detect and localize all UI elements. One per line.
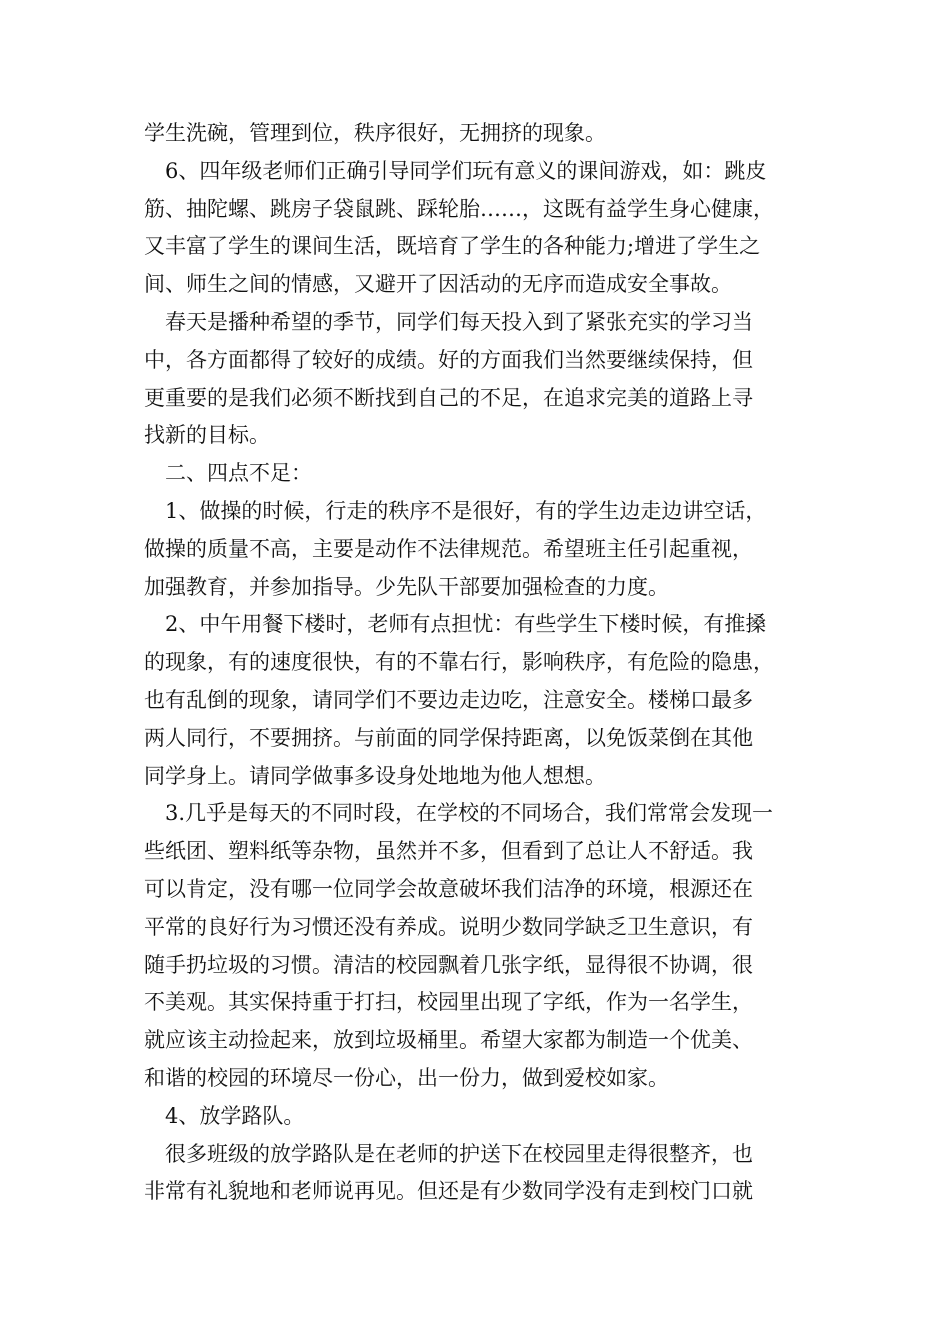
text-line: 同学身上。请同学做事多设身处地地为他人想想。 [144,763,606,788]
text-line: 筋、抽陀螺、跳房子袋鼠跳、踩轮胎……，这既有益学生身心健康， [144,196,774,221]
text-line: 不美观。其实保持重于打扫，校园里出现了字纸，作为一名学生， [144,990,753,1015]
text-line: 和谐的校园的环境尽一份心，出一份力，做到爱校如家。 [144,1065,669,1090]
document-body [144,115,824,1211]
text-line: 找新的目标。 [144,423,270,448]
text-line: 很多班级的放学路队是在老师的护送下在校园里走得很整齐，也 [165,1141,753,1166]
text-line: 两人同行，不要拥挤。与前面的同学保持距离，以免饭菜倒在其他 [144,725,753,750]
text-line: 加强教育，并参加指导。少先队干部要加强检查的力度。 [144,574,669,599]
text-line: 的现象，有的速度很快，有的不靠右行，影响秩序，有危险的隐患， [144,650,774,675]
text-line: 6、四年级老师们正确引导同学们玩有意义的课间游戏，如：跳皮 [165,158,767,183]
text-line: 中，各方面都得了较好的成绩。好的方面我们当然要继续保持，但 [144,347,753,372]
text-line: 学生洗碗，管理到位，秩序很好，无拥挤的现象。 [144,121,606,145]
text-line: 平常的良好行为习惯还没有养成。说明少数同学缺乏卫生意识，有 [144,914,753,939]
text-line: 2、中午用餐下楼时，老师有点担忧：有些学生下楼时候，有推搡 [165,612,767,637]
text-line: 些纸团、塑料纸等杂物，虽然并不多，但看到了总让人不舒适。我 [144,839,753,864]
text-line: 做操的质量不高，主要是动作不法律规范。希望班主任引起重视， [144,536,753,561]
text-line: 3.几乎是每天的不同时段，在学校的不同场合，我们常常会发现一 [165,801,774,826]
text-line: 可以肯定，没有哪一位同学会故意破坏我们洁净的环境，根源还在 [144,876,753,901]
text-line: 也有乱倒的现象，请同学们不要边走边吃，注意安全。楼梯口最多 [144,687,753,712]
text-line: 非常有礼貌地和老师说再见。但还是有少数同学没有走到校门口就 [144,1179,753,1204]
text-line: 又丰富了学生的课间生活，既培育了学生的各种能力;增进了学生之 [144,234,761,259]
text-line: 4、放学路队。 [165,1103,305,1128]
text-line: 间、师生之间的情感，又避开了因活动的无序而造成安全事故。 [144,272,732,297]
text-line: 二、四点不足： [165,461,312,486]
text-line: 春天是播种希望的季节，同学们每天投入到了紧张充实的学习当 [165,309,753,334]
text-line: 1、做操的时候，行走的秩序不是很好，有的学生边走边讲空话， [165,498,767,523]
text-line: 随手扔垃圾的习惯。清洁的校园飘着几张字纸，显得很不协调，很 [144,952,753,977]
text-line: 就应该主动捡起来，放到垃圾桶里。希望大家都为制造一个优美、 [144,1028,753,1053]
text-line: 更重要的是我们必须不断找到自己的不足，在追求完美的道路上寻 [144,385,753,410]
